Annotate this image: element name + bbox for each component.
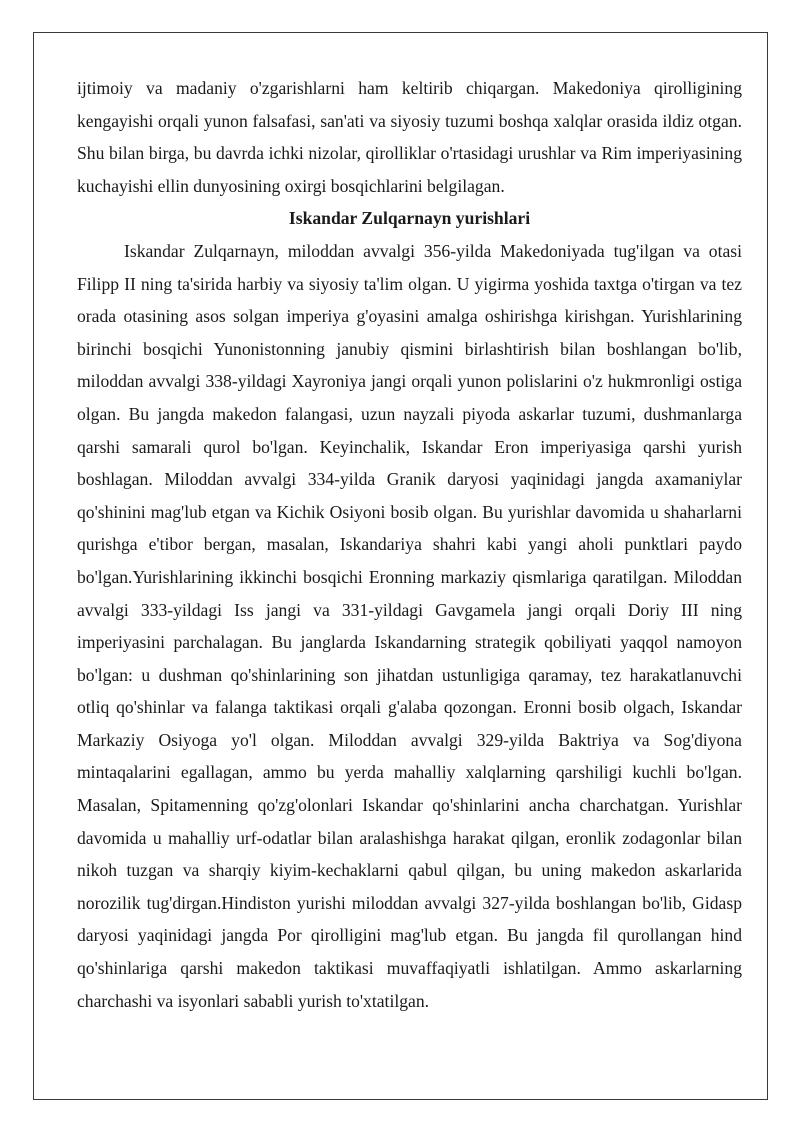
body-paragraph: Iskandar Zulqarnayn, miloddan avvalgi 356-yilda Makedoniyada tug'ilgan va otasi Filipp II ning ta'sirida harbiy va siyosiy ta'lim olgan. U yigirma yoshida taxtga o'tirgan va tez orada otasining asos solgan imperiya g'oyasini amalga oshirishga kirishgan. Yurishlarining birinchi bosqichi Yunonistonning janubiy qismini birlashtirish bilan boshlangan bo'lib, miloddan avvalgi 338-yildagi Xayroniya jangi orqali yunon polislarini o'z hukmronligi ostiga olgan. Bu jangda makedon falangasi, uzun nayzali piyoda askarlar tuzumi, dushmanlarga qarshi samarali qurol bo'lgan. Keyinchalik, Iskandar Eron imperiyasiga qarshi yurish boshlagan. Miloddan avvalgi 334-yilda Granik daryosi yaqinidagi jangda axamaniylar qo'shinini mag'lub etgan va Kichik Osiyoni bosib olgan. Bu yurishlar davomida u shaharlarni qurishga e'tibor bergan, masalan, Iskandariya shahri kabi yangi aholi punktlari paydo bo'lgan.Yurishlarining ikkinchi bosqichi Eronning markaziy qismlariga qaratilgan. Miloddan avvalgi 333-yildagi Iss jangi va 331-yildagi Gavgamela jangi orqali Doriy III ning imperiyasini parchalagan. Bu janglarda Iskandarning strategik qobiliyati yaqqol namoyon bo'lgan: u dushman qo'shinlarining son jihatdan ustunligiga qaramay, tez harakatlanuvchi otliq qo'shinlar va falanga taktikasi orqali g'alaba qozongan. Eronni bosib olgach, Iskandar Markaziy Osiyoga yo'l olgan. Miloddan avvalgi 329-yilda Baktriya va Sog'diyona mintaqalarini egallagan, ammo bu yerda mahalliy xalqlarning qarshiligi kuchli bo'lgan. Masalan, Spitamenning qo'zg'olonlari Iskandar qo'shinlarini ancha charchatgan. Yurishlar davomida u mahalliy urf-odatlar bilan aralashishga harakat qilgan, eronlik zodagonlar bilan nikoh tuzgan va sharqiy kiyim-kechaklarni qabul qilgan, bu uning makedon askarlarida norozilik tug'dirgan.Hindiston yurishi miloddan avvalgi 327-yilda boshlangan bo'lib, Gidasp daryosi yaqinidagi jangda Por qirolligini mag'lub etgan. Bu jangda fil qurollangan hind qo'shinlariga qarshi makedon taktikasi muvaffaqiyatli ishlatilgan. Ammo askarlarning charchashi va isyonlari sababli yurish to'xtatilgan.: [77, 240, 742, 1011]
document-body: [77, 72, 742, 1017]
section-heading: Iskandar Zulqarnayn yurishlari: [288, 208, 531, 229]
intro-paragraph: ijtimoiy va madaniy o'zgarishlarni ham keltirib chiqargan. Makedoniya qirolligining kengayishi orqali yunon falsafasi, san'ati va siyosiy tuzumi boshqa xalqlar orasida ildiz otgan. Shu bilan birga, bu davrda ichki nizolar, qirolliklar o'rtasidagi urushlar va Rim imperiyasining kuchayishi ellin dunyosining oxirgi bosqichlarini belgilagan.: [77, 78, 742, 196]
